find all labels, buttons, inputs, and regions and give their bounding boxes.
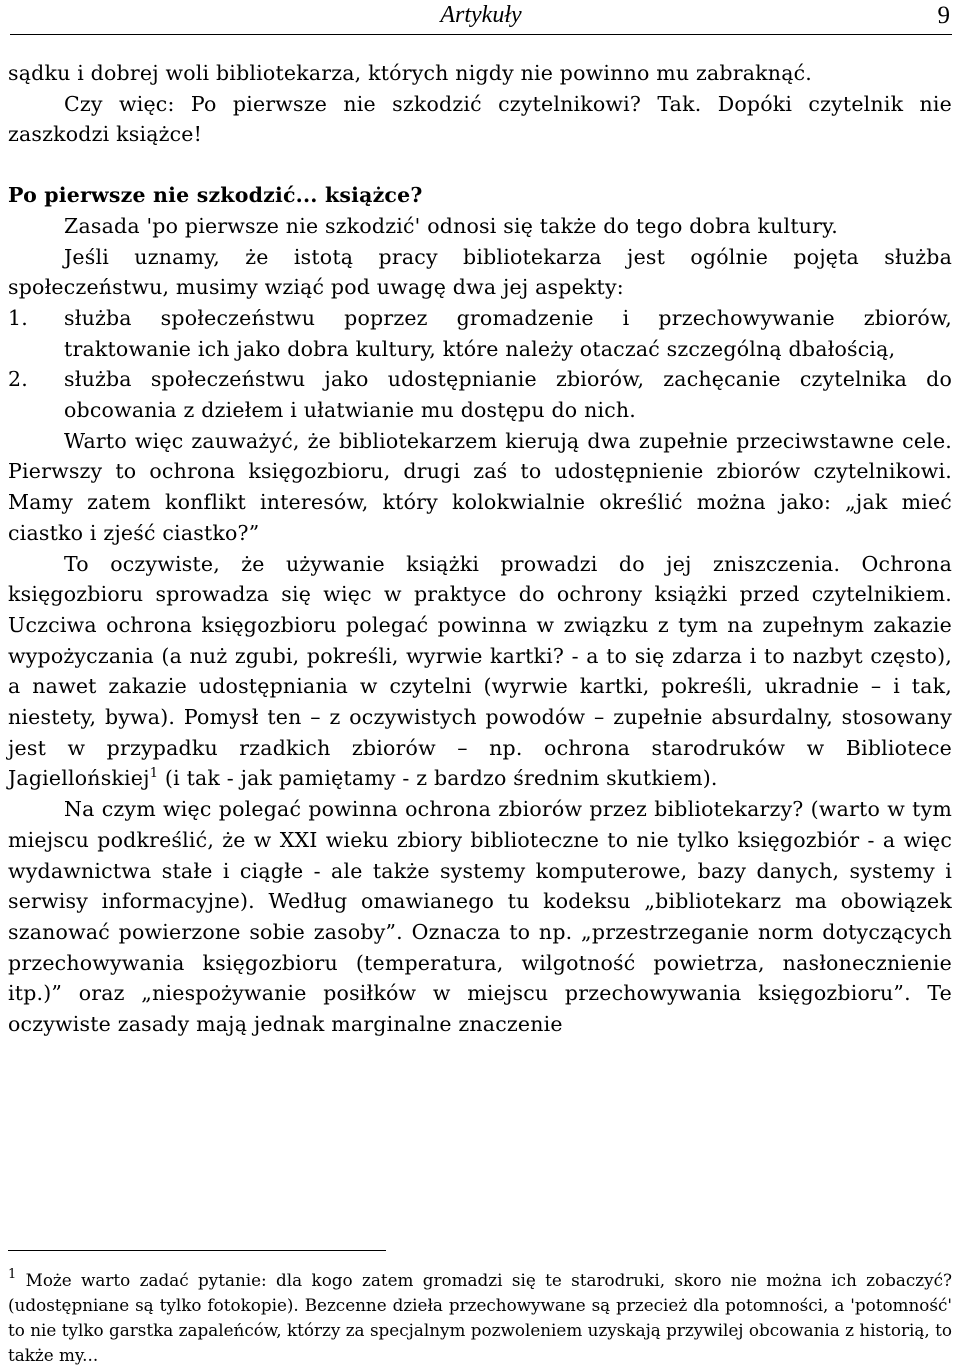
footnote-marker: 1	[8, 1267, 17, 1282]
paragraph-6-end: (i tak - jak pamiętamy - z bardzo średnim skutkiem).	[158, 766, 718, 791]
footnote	[8, 1268, 952, 1368]
paragraph-6-text: To oczywiste, że używanie książki prowadzi do jej zniszczenia. Ochrona księgozbioru sprowadza się więc w praktyce do ochrony książki przed czytelnikiem. Uczciwa ochrona księgozbioru polegać powinna w związku z tym na zupełnym zakazie wypożyczania (a nuż zgubi, pokreśli, wyrwie kartki? - a to się zdarza i to nazbyt często), a nawet zakazie udostępniania w czytelni (wyrwie kartki, pokreśli, ukradnie – i tak, niestety, bywa). Pomysł ten – z oczywistych powodów – zupełnie absurdalny, stosowany jest w przypadku rzadkich zbiorów – np. ochrona starodruków w Bibliotece Jagiellońskiej	[8, 551, 952, 791]
list-item	[8, 303, 952, 364]
list-item-text: służba społeczeństwu jako udostępnianie zbiorów, zachęcanie czytelnika do obcowania z dziełem i ułatwianie mu dostępu do nich.	[64, 367, 952, 423]
footnote-text: Może warto zadać pytanie: dla kogo zatem gromadzi się te starodruki, skoro nie można ich zobaczyć? (udostępniane są tylko fotokopie). Bezcenne dzieła przechowywane są przecież dla potomności, a 'potomność' to nie tylko garstka zapaleńców, którzy za specjalnym pozwoleniem uzyskają przywilej obcowania z historią, to także my...	[8, 1270, 952, 1365]
paragraph-6	[8, 549, 952, 795]
running-title: Artykuły	[440, 2, 522, 28]
list-item	[8, 364, 952, 425]
paragraph-2: Czy więc: Po pierwsze nie szkodzić czytelnikowi? Tak. Dopóki czytelnik nie zaszkodzi książce!	[8, 91, 952, 147]
paragraph-4: Jeśli uznamy, że istotą pracy bibliotekarza jest ogólnie pojęta służba społeczeństwu, musimy wziąć pod uwagę dwa jej aspekty:	[8, 244, 952, 300]
running-header	[10, 0, 952, 35]
footnote-reference[interactable]: 1	[149, 766, 159, 782]
paragraph-1: sądku i dobrej woli bibliotekarza, których nigdy nie powinno mu zabraknąć.	[8, 61, 813, 85]
paragraph-7: Na czym więc polegać powinna ochrona zbiorów przez bibliotekarzy? (warto w tym miejscu podkreślić, że w XXI wieku zbiory biblioteczne to nie tylko księgozbiór - a więc wydawnictwa stałe i ciągłe - ale także systemy komputerowe, bazy danych, systemy i serwisy informacyjne). Według omawianego tu kodeksu „bibliotekarz ma obowiązek szanować powierzone sobie zasoby”. Oznacza to np. „przestrzeganie norm dotyczących przechowywania księgozbioru (temperatura, wilgotność powietrza, nasłonecznienie itp.)” oraz „niespożywanie posiłków w miejscu przechowywania księgozbioru”. Te oczywiste zasady mają jednak marginalne znaczenie	[8, 797, 952, 1037]
article-body	[8, 58, 952, 1040]
paragraph-3: Zasada 'po pierwsze nie szkodzić' odnosi się także do tego dobra kultury.	[64, 213, 838, 238]
paragraph-5: Warto więc zauważyć, że bibliotekarzem kierują dwa zupełnie przeciwstawne cele. Pierwszy to ochrona księgozbioru, drugi zaś to udostępnienie zbiorów czytelnikowi. Mamy zatem konflikt interesów, który kolokwialnie określić można jako: „jak mieć ciastko i zjeść ciastko?”	[8, 428, 952, 545]
footnote-separator	[8, 1250, 386, 1251]
section-heading: Po pierwsze nie szkodzić... książce?	[8, 183, 423, 208]
page-number: 9	[937, 2, 950, 29]
list-item-text: służba społeczeństwu poprzez gromadzenie i przechowywanie zbiorów, traktowanie ich jako dobra kultury, które należy otaczać szczególną dbałością,	[64, 305, 952, 361]
list-number: 2.	[8, 367, 28, 392]
list-number: 1.	[8, 305, 28, 330]
